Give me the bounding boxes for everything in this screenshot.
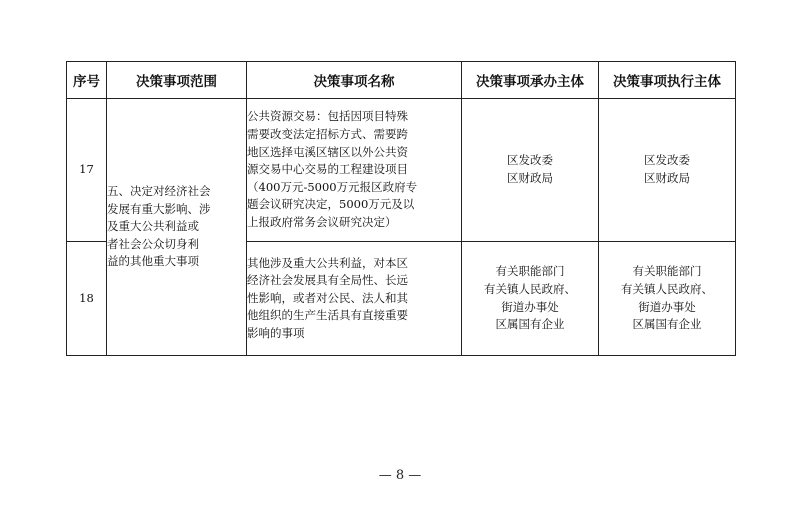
name-line: 地区选择屯溪区辖区以外公共资 [247,144,408,159]
organizer-line: 区财政局 [507,171,553,185]
row-seq: 17 [67,99,107,242]
decision-scope-cell [107,99,247,356]
header-seq: 序号 [67,62,107,99]
name-line: 源交易中心交易的工程建设项目 [247,162,408,177]
name-line: 其他涉及重大公共利益，对本区 [247,255,408,270]
executor-line: 街道办事处 [638,299,696,314]
page-number: — 8 — [378,468,422,483]
organizer-line: 有关镇人民政府、 [484,281,576,296]
header-organizer: 决策事项承办主体 [462,62,599,99]
name-line: 影响的事项 [247,325,305,340]
scope-line: 及重大公共利益或 [107,219,199,234]
table-header-row [67,62,736,99]
executor-line: 区发改委 [644,153,690,168]
decision-name-cell [247,99,462,242]
name-line: 需要改变法定招标方式、需要跨 [247,127,408,142]
executor-cell [599,99,736,242]
organizer-line: 区发改委 [507,153,553,168]
header-scope: 决策事项范围 [107,62,247,99]
organizer-line: 街道办事处 [501,299,559,314]
scope-line: 者社会公众切身利 [107,236,199,251]
executor-line: 有关职能部门 [632,264,702,279]
organizer-cell [462,242,599,356]
decision-name-cell [247,242,462,356]
scope-line: 发展有重大影响、涉 [107,201,211,216]
organizer-cell [462,99,599,242]
name-line: 公共资源交易：包括因项目特殊 [247,109,408,124]
header-executor: 决策事项执行主体 [599,62,736,99]
table-row [67,99,736,242]
header-name: 决策事项名称 [247,62,462,99]
row-seq: 18 [67,242,107,356]
executor-cell [599,242,736,356]
decision-items-table [66,61,736,356]
scope-line: 五、决定对经济社会 [107,184,211,199]
name-line: （400万元-5000万元报区政府专 [247,179,418,194]
name-line: 题会议研究决定，5000万元及以 [247,197,415,212]
executor-line: 有关镇人民政府、 [621,281,713,296]
organizer-line: 有关职能部门 [495,264,565,279]
executor-line: 区属国有企业 [632,317,702,332]
name-line: 经济社会发展具有全局性、长远 [247,273,408,288]
executor-line: 区财政局 [644,171,690,185]
scope-line: 益的其他重大事项 [107,254,199,269]
name-line: 性影响，或者对公民、法人和其 [247,290,408,305]
organizer-line: 区属国有企业 [495,317,565,332]
name-line: 他组织的生产生活具有直接重要 [247,308,408,323]
name-line: 上报政府常务会议研究决定） [247,214,397,229]
